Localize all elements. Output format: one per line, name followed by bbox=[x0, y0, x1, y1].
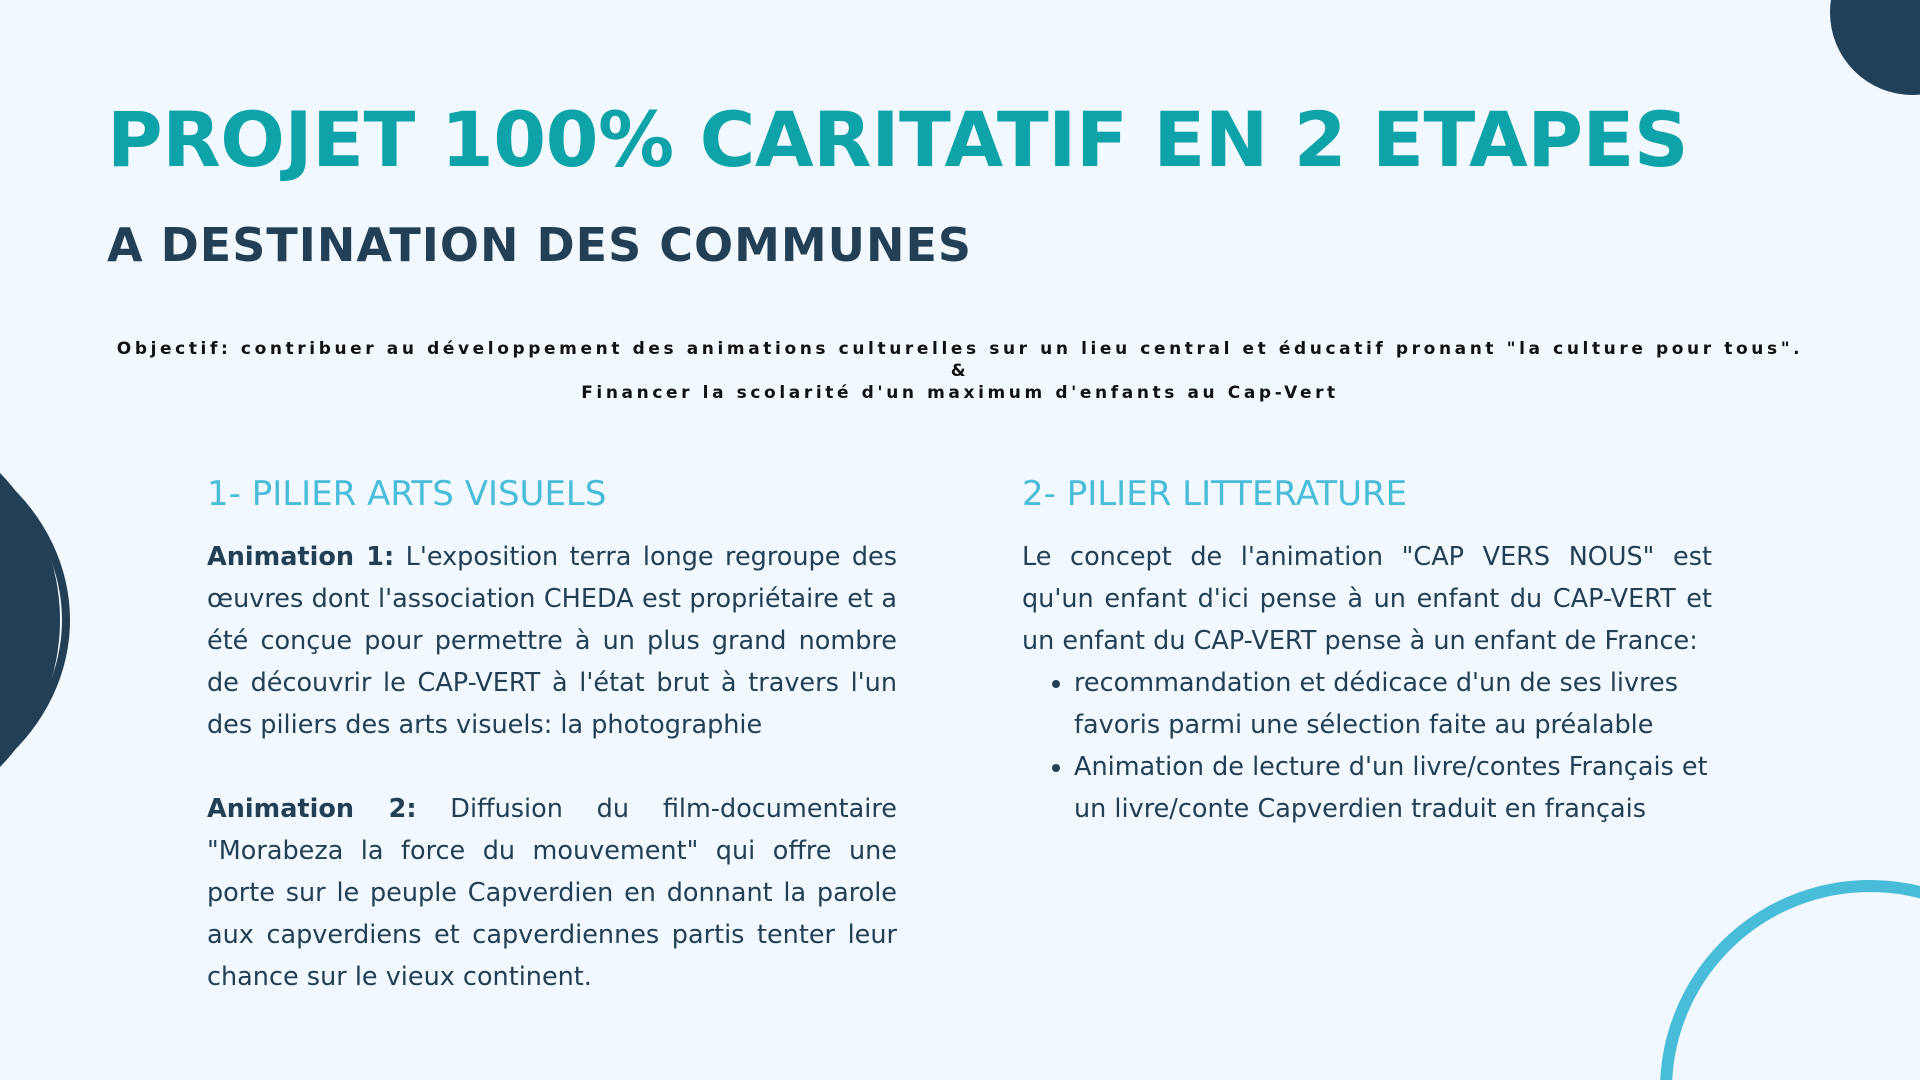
animation-2-label: Animation 2: bbox=[207, 794, 417, 824]
slide-title: PROJET 100% CARITATIF EN 2 ETAPES bbox=[107, 95, 1689, 184]
objective-line: Objectif: contribuer au développement des animations culturelles sur un lieu central et éducatif pronant "la culture pour tous". bbox=[116, 339, 1804, 359]
objective-block bbox=[80, 338, 1840, 404]
litterature-column bbox=[1022, 470, 1712, 830]
animation-1-paragraph bbox=[207, 536, 897, 746]
list-item: • Animation de lecture d'un livre/contes Français et un livre/conte Capverdien traduit en français bbox=[1074, 746, 1712, 830]
litterature-bullet-list bbox=[1022, 662, 1712, 830]
arts-visuels-heading: 1- PILIER ARTS VISUELS bbox=[207, 474, 607, 514]
litterature-intro: Le concept de l'animation "CAP VERS NOUS" est qu'un enfant d'ici pense à un enfant du CAP-VERT et un enfant du CAP-VERT pense à un enfant de France: bbox=[1022, 542, 1712, 656]
litterature-heading: 2- PILIER LITTERATURE bbox=[1022, 474, 1408, 514]
bottom-right-ring-decoration bbox=[1660, 880, 1920, 1080]
objective-ampersand: & bbox=[950, 361, 970, 381]
top-right-circle-decoration bbox=[1830, 0, 1920, 95]
animation-2-text: Diffusion du film-documentaire "Morabeza la force du mouvement" qui offre une porte sur le peuple Capverdien en donnant la parole aux capverdiens et capverdiennes partis tenter leur chance sur le vieux continent. bbox=[207, 794, 897, 992]
arts-visuels-column bbox=[207, 470, 897, 998]
animation-1-label: Animation 1: bbox=[207, 542, 395, 572]
objective-line: Financer la scolarité d'un maximum d'enfants au Cap-Vert bbox=[581, 383, 1339, 403]
animation-2-paragraph bbox=[207, 788, 897, 998]
animation-1-text: L'exposition terra longe regroupe des œuvres dont l'association CHEDA est propriétaire et a été conçue pour permettre à un plus grand nombre de découvrir le CAP-VERT à l'état brut à travers l'un des piliers des arts visuels: la photographie bbox=[207, 542, 897, 740]
slide-subtitle: A DESTINATION DES COMMUNES bbox=[107, 218, 973, 272]
list-item: • recommandation et dédicace d'un de ses livres favoris parmi une sélection faite au préalable bbox=[1074, 662, 1712, 746]
left-circle-decoration bbox=[0, 410, 60, 830]
